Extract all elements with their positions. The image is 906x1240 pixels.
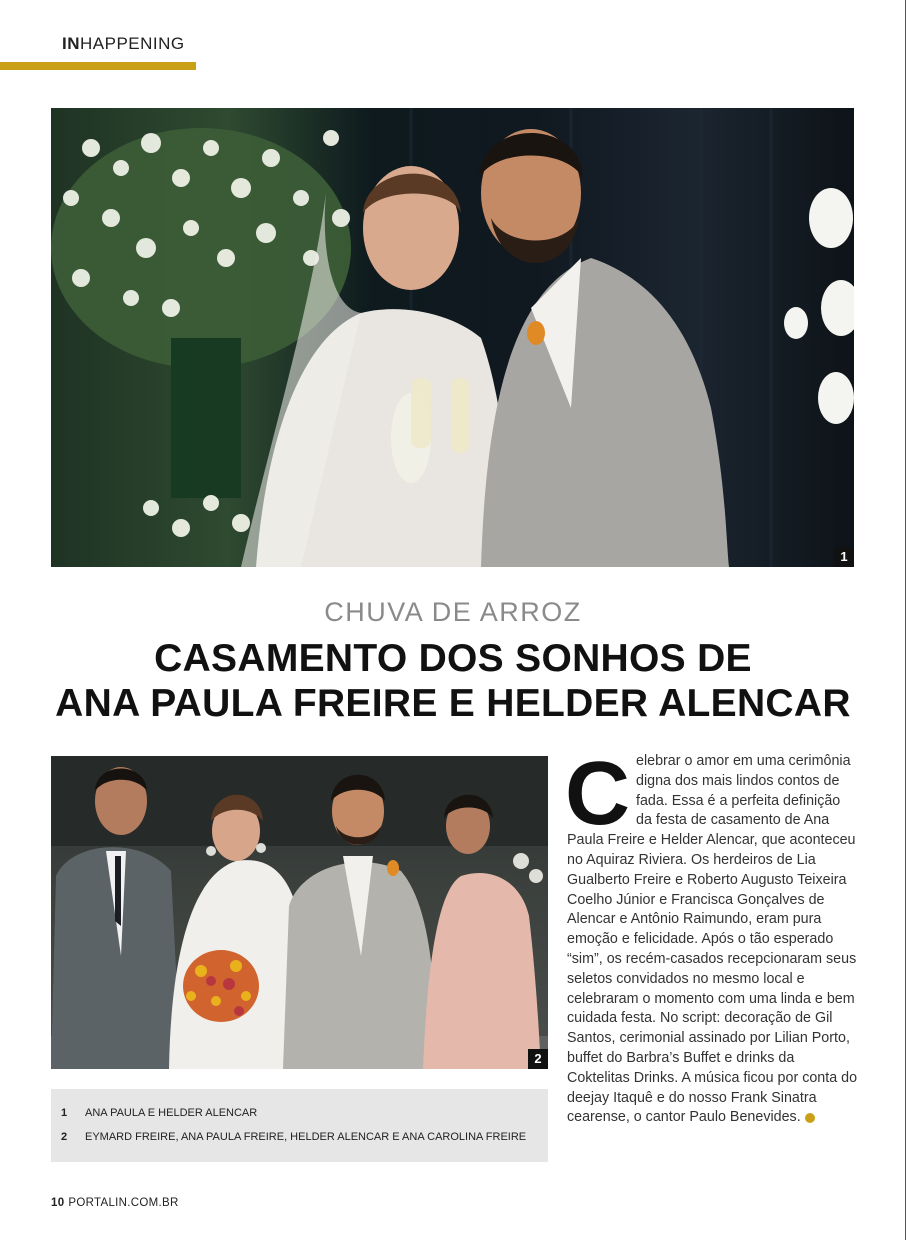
photo-group-illustration bbox=[51, 756, 548, 1069]
footer-site: PORTALIN.COM.BR bbox=[68, 1197, 179, 1209]
drop-cap: C bbox=[565, 744, 630, 844]
caption-row bbox=[61, 1107, 257, 1119]
caption-text: EYMARD FREIRE, ANA PAULA FREIRE, HELDER ALENCAR E ANA CAROLINA FREIRE bbox=[85, 1131, 527, 1143]
section-tag: INHAPPENING bbox=[62, 34, 185, 53]
article-text: elebrar o amor em uma cerimônia digna dos mais lindos contos de fada. Essa é a perfeita definição da festa de casamento de Ana Paula Freire e Helder Alencar, que aconteceu no Aquiraz Riviera. Os herdeiros de Lia Gualberto Freire e Roberto Augusto Teixeira Coelho Júnior e Francisca Gonçalves de Alencar e Antônio Raimundo, eram pura emoção e felicidade. Após o tão esperado “sim”, os recém-casados recepcionaram seus seletos convidados no mesmo local e celebraram o momento com uma linda e bem cuidada festa. No script: decoração de Gil Santos, cerimonial assinado por Lilian Porto, buffet do Barbra’s Buffet e drinks da Coktelitas Drinks. A música ficou por conta do deejay Itaquê e do nosso Frank Sinatra cearense, o cantor Paulo Benevides. bbox=[567, 753, 858, 1126]
page-number: 10 bbox=[51, 1197, 65, 1209]
headline-line-1: CASAMENTO DOS SONHOS DE bbox=[154, 637, 752, 680]
photo-number-1: 1 bbox=[834, 547, 854, 567]
photo-couple-toast bbox=[51, 108, 854, 567]
caption-number: 2 bbox=[61, 1131, 68, 1143]
photo-group-portrait bbox=[51, 756, 548, 1069]
article-headline bbox=[0, 636, 906, 726]
photo-number-2: 2 bbox=[528, 1049, 548, 1069]
photo-captions bbox=[51, 1089, 548, 1162]
photo-couple-toast-illustration bbox=[51, 108, 854, 567]
article-body bbox=[565, 744, 859, 1128]
caption-row bbox=[61, 1131, 526, 1143]
caption-number: 1 bbox=[61, 1107, 68, 1119]
end-mark-icon bbox=[805, 1113, 815, 1123]
section-rule bbox=[0, 62, 196, 70]
caption-text: ANA PAULA E HELDER ALENCAR bbox=[85, 1107, 258, 1119]
article-kicker: CHUVA DE ARROZ bbox=[324, 597, 582, 627]
headline-line-2: ANA PAULA FREIRE E HELDER ALENCAR bbox=[55, 682, 851, 725]
page-footer bbox=[51, 1197, 179, 1209]
